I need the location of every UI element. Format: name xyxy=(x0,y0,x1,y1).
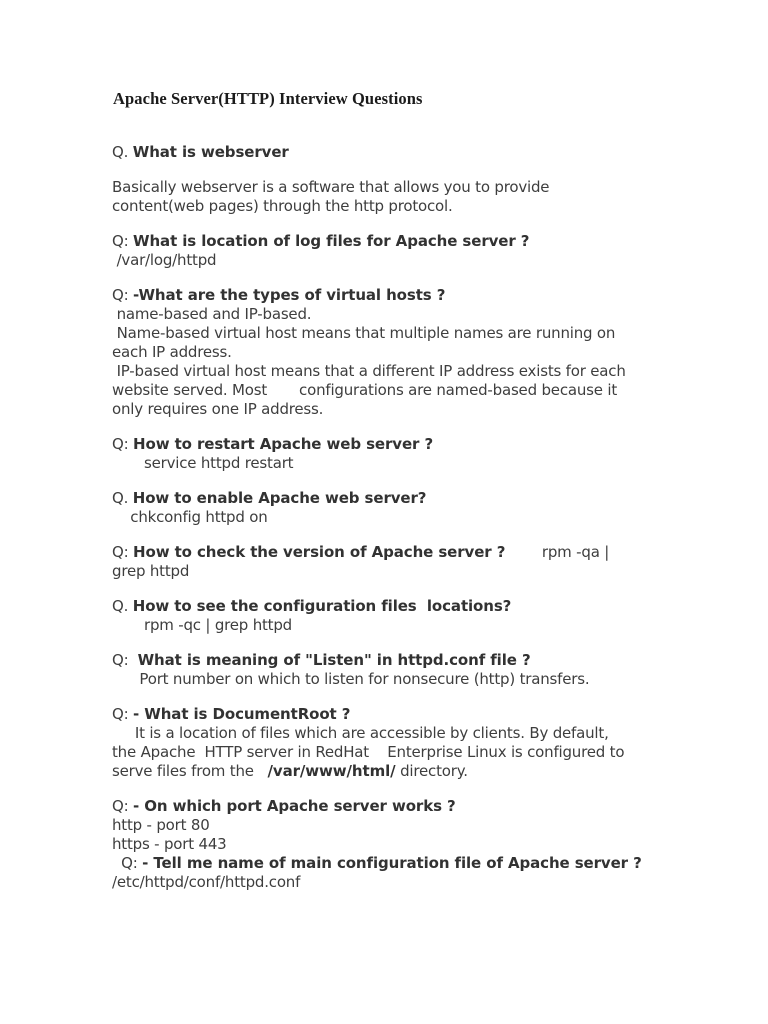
doc-line xyxy=(112,543,728,562)
doc-text: /etc/httpd/conf/httpd.conf xyxy=(112,873,301,891)
doc-text: service httpd restart xyxy=(112,454,294,472)
doc-line xyxy=(112,232,728,251)
doc-line xyxy=(112,705,728,724)
doc-text-bold: How to restart Apache web server ? xyxy=(133,435,434,453)
doc-text: only requires one IP address. xyxy=(112,400,324,418)
doc-text: the Apache HTTP server in RedHat Enterprise Linux is configured to xyxy=(112,743,625,761)
doc-line xyxy=(112,724,728,743)
doc-text: Q: xyxy=(112,286,134,304)
doc-text: Q: xyxy=(112,854,143,872)
doc-line xyxy=(112,651,728,670)
doc-line xyxy=(112,343,728,362)
qa-block xyxy=(112,597,728,635)
doc-text-bold: What is webserver xyxy=(132,143,289,161)
qa-block xyxy=(112,705,728,781)
doc-text: IP-based virtual host means that a different IP address exists for each xyxy=(112,362,626,380)
doc-text: each IP address. xyxy=(112,343,232,361)
doc-text-bold: How to check the version of Apache server ? xyxy=(133,543,506,561)
doc-text: grep httpd xyxy=(112,562,190,580)
doc-line xyxy=(112,178,728,197)
qa-block xyxy=(112,489,728,527)
doc-text-bold: /var/www/html/ xyxy=(267,762,396,780)
doc-line xyxy=(112,197,728,216)
doc-line xyxy=(112,873,728,892)
doc-text: name-based and IP-based. xyxy=(112,305,312,323)
doc-line xyxy=(112,616,728,635)
doc-line xyxy=(112,454,728,473)
doc-text: directory. xyxy=(395,762,468,780)
doc-text: Name-based virtual host means that multiple names are running on xyxy=(112,324,616,342)
doc-line xyxy=(112,362,728,381)
doc-line xyxy=(112,797,728,816)
doc-text: Q. xyxy=(112,597,133,615)
doc-text: Q. xyxy=(112,143,133,161)
doc-text: Q: xyxy=(112,705,134,723)
doc-line xyxy=(112,562,728,581)
qa-block xyxy=(112,651,728,689)
doc-text-bold: - On which port Apache server works ? xyxy=(133,797,456,815)
doc-text-bold: -What are the types of virtual hosts ? xyxy=(133,286,446,304)
doc-line xyxy=(112,835,728,854)
doc-text: rpm -qa | xyxy=(505,543,610,561)
doc-text-bold: - Tell me name of main configuration file of Apache server ? xyxy=(142,854,642,872)
qa-block xyxy=(112,232,728,270)
doc-text-bold: - What is DocumentRoot ? xyxy=(133,705,351,723)
doc-line xyxy=(112,381,728,400)
doc-text: https - port 443 xyxy=(112,835,227,853)
doc-line xyxy=(112,854,728,873)
doc-line xyxy=(112,143,728,162)
doc-text: Q: xyxy=(112,435,134,453)
document-body xyxy=(112,143,728,892)
doc-text-bold: What is location of log files for Apache server ? xyxy=(133,232,530,250)
qa-block xyxy=(112,797,728,892)
doc-text: /var/log/httpd xyxy=(112,251,217,269)
doc-line xyxy=(112,816,728,835)
doc-text: Q: xyxy=(112,797,134,815)
doc-text: http - port 80 xyxy=(112,816,210,834)
doc-line xyxy=(112,251,728,270)
doc-text: Port number on which to listen for nonsecure (http) transfers. xyxy=(112,670,590,688)
qa-block xyxy=(112,178,728,216)
document-title: Apache Server(HTTP) Interview Questions xyxy=(113,89,423,108)
doc-text: Q. xyxy=(112,489,133,507)
doc-line xyxy=(112,670,728,689)
doc-text-bold: What is meaning of "Listen" in httpd.conf file ? xyxy=(137,651,531,669)
doc-line xyxy=(112,305,728,324)
doc-text: serve files from the xyxy=(112,762,268,780)
qa-block xyxy=(112,435,728,473)
qa-block xyxy=(112,543,728,581)
doc-line xyxy=(112,435,728,454)
doc-text: rpm -qc | grep httpd xyxy=(112,616,293,634)
doc-line xyxy=(112,400,728,419)
doc-text-bold: How to enable Apache web server? xyxy=(132,489,427,507)
doc-line xyxy=(112,762,728,781)
doc-text: content(web pages) through the http protocol. xyxy=(112,197,453,215)
doc-text: chkconfig httpd on xyxy=(112,508,268,526)
doc-text: Q: xyxy=(112,232,134,250)
doc-text: It is a location of files which are accessible by clients. By default, xyxy=(112,724,609,742)
doc-text: Q: xyxy=(112,543,134,561)
doc-line xyxy=(112,286,728,305)
doc-text: website served. Most configurations are named-based because it xyxy=(112,381,618,399)
doc-line xyxy=(112,597,728,616)
qa-block xyxy=(112,143,728,162)
qa-block xyxy=(112,286,728,419)
doc-line xyxy=(112,743,728,762)
doc-text: Q: xyxy=(112,651,138,669)
doc-line xyxy=(112,508,728,527)
doc-line xyxy=(112,489,728,508)
doc-text: Basically webserver is a software that allows you to provide xyxy=(112,178,550,196)
doc-text-bold: How to see the configuration files locations? xyxy=(132,597,512,615)
doc-line xyxy=(112,324,728,343)
